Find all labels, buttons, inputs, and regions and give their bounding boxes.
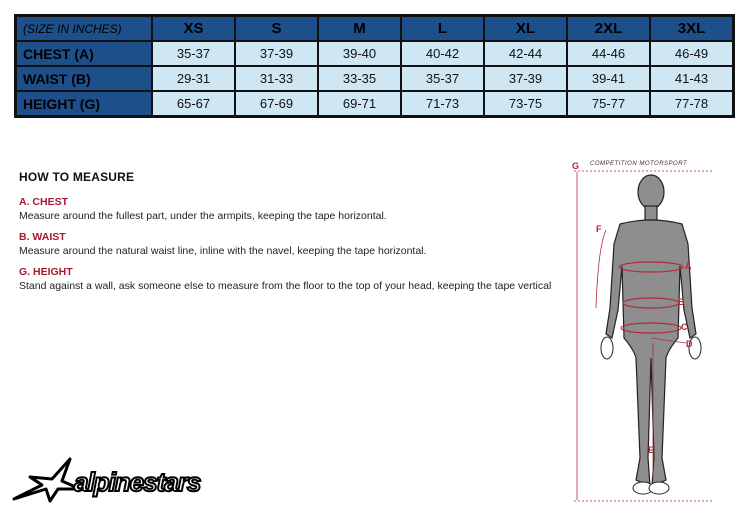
size-value-cell: 46-49 — [651, 42, 732, 65]
brand-caption: COMPETITION MOTORSPORT — [590, 161, 688, 167]
size-value-cell: 67-69 — [236, 92, 317, 115]
label-a: A — [685, 261, 692, 271]
measure-item-waist — [19, 231, 559, 257]
measure-item-height — [19, 266, 559, 292]
size-header-xl: XL — [485, 17, 566, 40]
label-f: F — [596, 224, 602, 234]
size-value-cell: 33-35 — [319, 67, 400, 90]
size-value-cell: 35-37 — [402, 67, 483, 90]
size-value-cell: 31-33 — [236, 67, 317, 90]
size-value-cell: 69-71 — [319, 92, 400, 115]
size-value-cell: 75-77 — [568, 92, 649, 115]
logo-text: alpinestars — [74, 467, 201, 497]
label-e: E — [648, 445, 655, 455]
size-value-cell: 29-31 — [153, 67, 234, 90]
size-value-cell: 40-42 — [402, 42, 483, 65]
measure-item-desc: Measure around the fullest part, under the armpits, keeping the tape horizontal. — [19, 210, 387, 222]
measure-item-chest — [19, 196, 559, 222]
label-d: D — [686, 339, 693, 349]
size-value-cell: 37-39 — [236, 42, 317, 65]
table-corner-label: (SIZE IN INCHES) — [17, 17, 151, 40]
size-header-s: S — [236, 17, 317, 40]
size-value-cell: 37-39 — [485, 67, 566, 90]
body-silhouette-icon — [568, 158, 718, 508]
size-value-cell: 73-75 — [485, 92, 566, 115]
how-to-measure-title: HOW TO MEASURE — [19, 170, 135, 184]
size-value-cell: 39-41 — [568, 67, 649, 90]
measure-item-title: G. HEIGHT — [19, 266, 73, 278]
row-label: WAIST (B) — [17, 67, 151, 90]
star-logo-icon — [12, 455, 82, 503]
measure-item-title: A. CHEST — [19, 196, 69, 208]
size-value-cell: 42-44 — [485, 42, 566, 65]
how-to-measure-section — [19, 170, 559, 301]
size-header-m: M — [319, 17, 400, 40]
size-value-cell: 41-43 — [651, 67, 732, 90]
size-value-cell: 39-40 — [319, 42, 400, 65]
size-value-cell: 65-67 — [153, 92, 234, 115]
size-header-l: L — [402, 17, 483, 40]
row-label: CHEST (A) — [17, 42, 151, 65]
size-value-cell: 35-37 — [153, 42, 234, 65]
size-value-cell: 44-46 — [568, 42, 649, 65]
size-header-xs: XS — [153, 17, 234, 40]
size-chart-table — [14, 14, 735, 118]
body-measurement-figure — [568, 158, 718, 508]
measure-item-desc: Stand against a wall, ask someone else to measure from the floor to the top of your head, keeping the tape vertical — [19, 280, 552, 292]
size-header-2xl: 2XL — [568, 17, 649, 40]
size-header-3xl: 3XL — [651, 17, 732, 40]
measure-item-title: B. WAIST — [19, 231, 66, 243]
label-g: G — [572, 161, 580, 171]
size-value-cell: 77-78 — [651, 92, 732, 115]
alpinestars-logo — [12, 455, 252, 505]
size-value-cell: 71-73 — [402, 92, 483, 115]
measure-item-desc: Measure around the natural waist line, inline with the navel, keeping the tape horizontal. — [19, 245, 427, 257]
label-c: C — [681, 322, 688, 332]
label-b: B — [678, 297, 685, 307]
row-label: HEIGHT (G) — [17, 92, 151, 115]
